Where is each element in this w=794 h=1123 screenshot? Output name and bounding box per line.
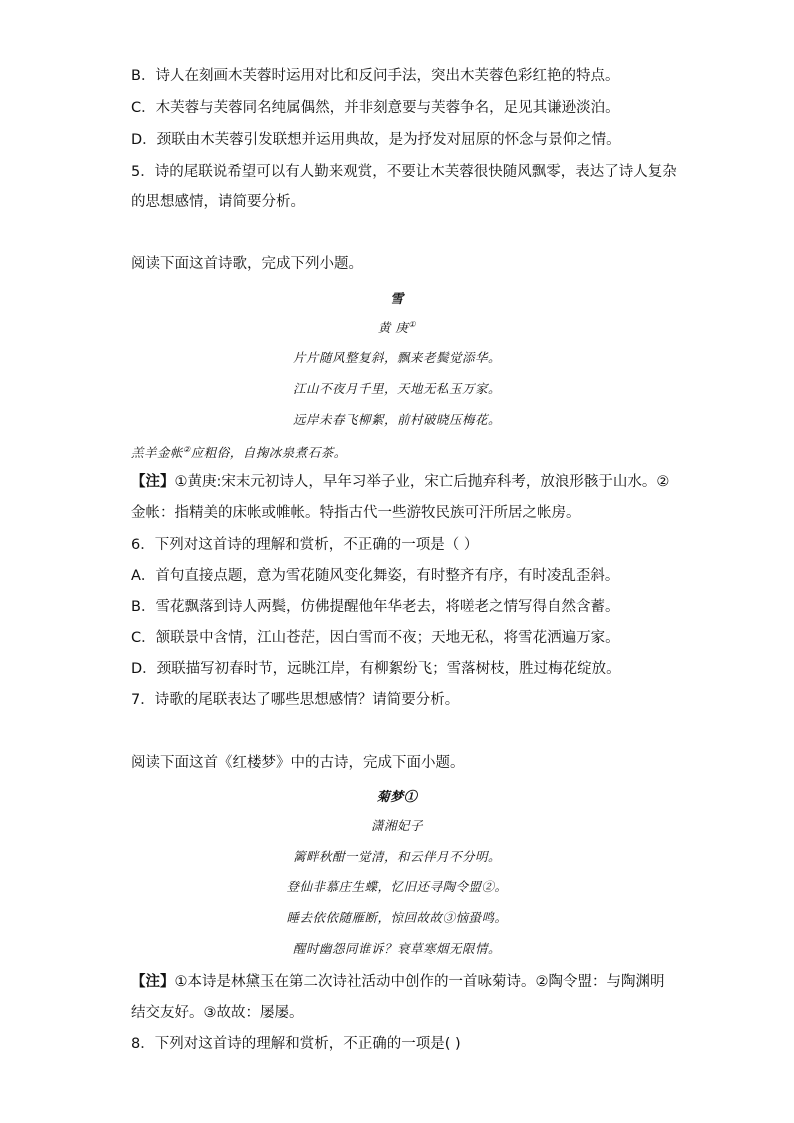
option-c: C．木芙蓉与芙蓉同名纯属偶然，并非刻意要与芙蓉争名，足见其谦逊淡泊。: [131, 100, 620, 116]
poem-line-1: 篱畔秋酣一觉清，和云伴月不分明。: [292, 849, 501, 864]
footnote-mark: ②: [183, 445, 191, 454]
section-3-intro: 阅读下面这首《红楼梦》中的古诗，完成下面小题。: [131, 755, 465, 771]
poem-line-4: 醒时幽怨同谁诉？衰草寒烟无限情。: [292, 941, 501, 956]
note-text-1: ①本诗是林黛玉在第二次诗社活动中创作的一首咏菊诗。②陶令盟：与陶渊明: [174, 974, 665, 990]
question-6: 6．下列对这首诗的理解和赏析，不正确的一项是（ ）: [131, 537, 479, 553]
poem-line-4-part-a: 羔羊金帐: [131, 445, 184, 461]
question-6-option-d: D．颈联描写初春时节，远眺江岸，有柳絮纷飞；雪落树枝，胜过梅花绽放。: [131, 661, 621, 677]
poem-line-4: [131, 440, 347, 463]
note-text-1: ①黄庚:宋末元初诗人，早年习举子业，宋亡后抛弃科考，放浪形骸于山水。②: [174, 474, 670, 490]
note-label: 【注】: [131, 974, 175, 990]
author-name: 黄 庚: [377, 320, 409, 335]
poem-line-3: 远岸未春飞柳絮，前村破晓压梅花。: [292, 412, 501, 427]
footnote-mark: ①: [408, 319, 417, 329]
question-5-line1: 5．诗的尾联说希望可以有人勤来观赏，不要让木芙蓉很快随风飘零，表达了诗人复杂: [131, 164, 677, 180]
poem-line-2: 登仙非慕庄生蝶，忆旧还寻陶令盟②。: [286, 879, 508, 894]
section-2-intro: 阅读下面这首诗歌，完成下列小题。: [131, 256, 363, 272]
question-6-option-c: C．颔联景中含情，江山苍茫，因白雪而不夜；天地无私，将雪花洒遍万家。: [131, 630, 620, 646]
note-line-1: [131, 972, 665, 992]
poem-author-xiaoxiang: 潇湘妃子: [370, 818, 423, 833]
note-line-2: 金帐：指精美的床帐或帷帐。特指古代一些游牧民族可汗所居之帐房。: [131, 505, 581, 521]
option-d: D．颈联由木芙蓉引发联想并运用典故，是为抒发对屈原的怀念与景仰之情。: [131, 132, 621, 148]
poem-line-4-part-b: 应粗俗，自掬冰泉煮石茶。: [190, 445, 347, 461]
question-8: 8．下列对这首诗的理解和赏析，不正确的一项是( ): [131, 1036, 461, 1052]
poem-line-2: 江山不夜月千里，天地无私玉万家。: [292, 381, 501, 396]
question-6-option-b: B．雪花飘落到诗人两鬓，仿佛提醒他年华老去，将嗟老之情写得自然含蓄。: [131, 599, 620, 615]
note-line-2: 结交友好。③故故：屡屡。: [131, 1005, 304, 1021]
question-5-line2: 的思想感情，请简要分析。: [131, 194, 305, 210]
poem-title-chrysanthemum-dream: 菊梦①: [376, 790, 418, 805]
poem-title-snow: 雪: [390, 292, 404, 307]
note-label: 【注】: [131, 474, 175, 490]
option-b: B．诗人在刻画木芙蓉时运用对比和反问手法，突出木芙蓉色彩红艳的特点。: [131, 68, 620, 84]
question-6-option-a: A．首句直接点题，意为雪花随风变化舞姿，有时整齐有序，有时凌乱歪斜。: [131, 568, 620, 584]
poem-line-1: 片片随风整复斜，飘来老鬓觉添华。: [292, 350, 501, 365]
poem-line-3: 睡去依依随雁断，惊回故故③恼蛩鸣。: [286, 910, 508, 925]
poem-author-huang-geng: [0, 318, 794, 336]
note-line-1: [131, 472, 669, 492]
question-7: 7．诗歌的尾联表达了哪些思想感情？请简要分析。: [131, 692, 460, 708]
